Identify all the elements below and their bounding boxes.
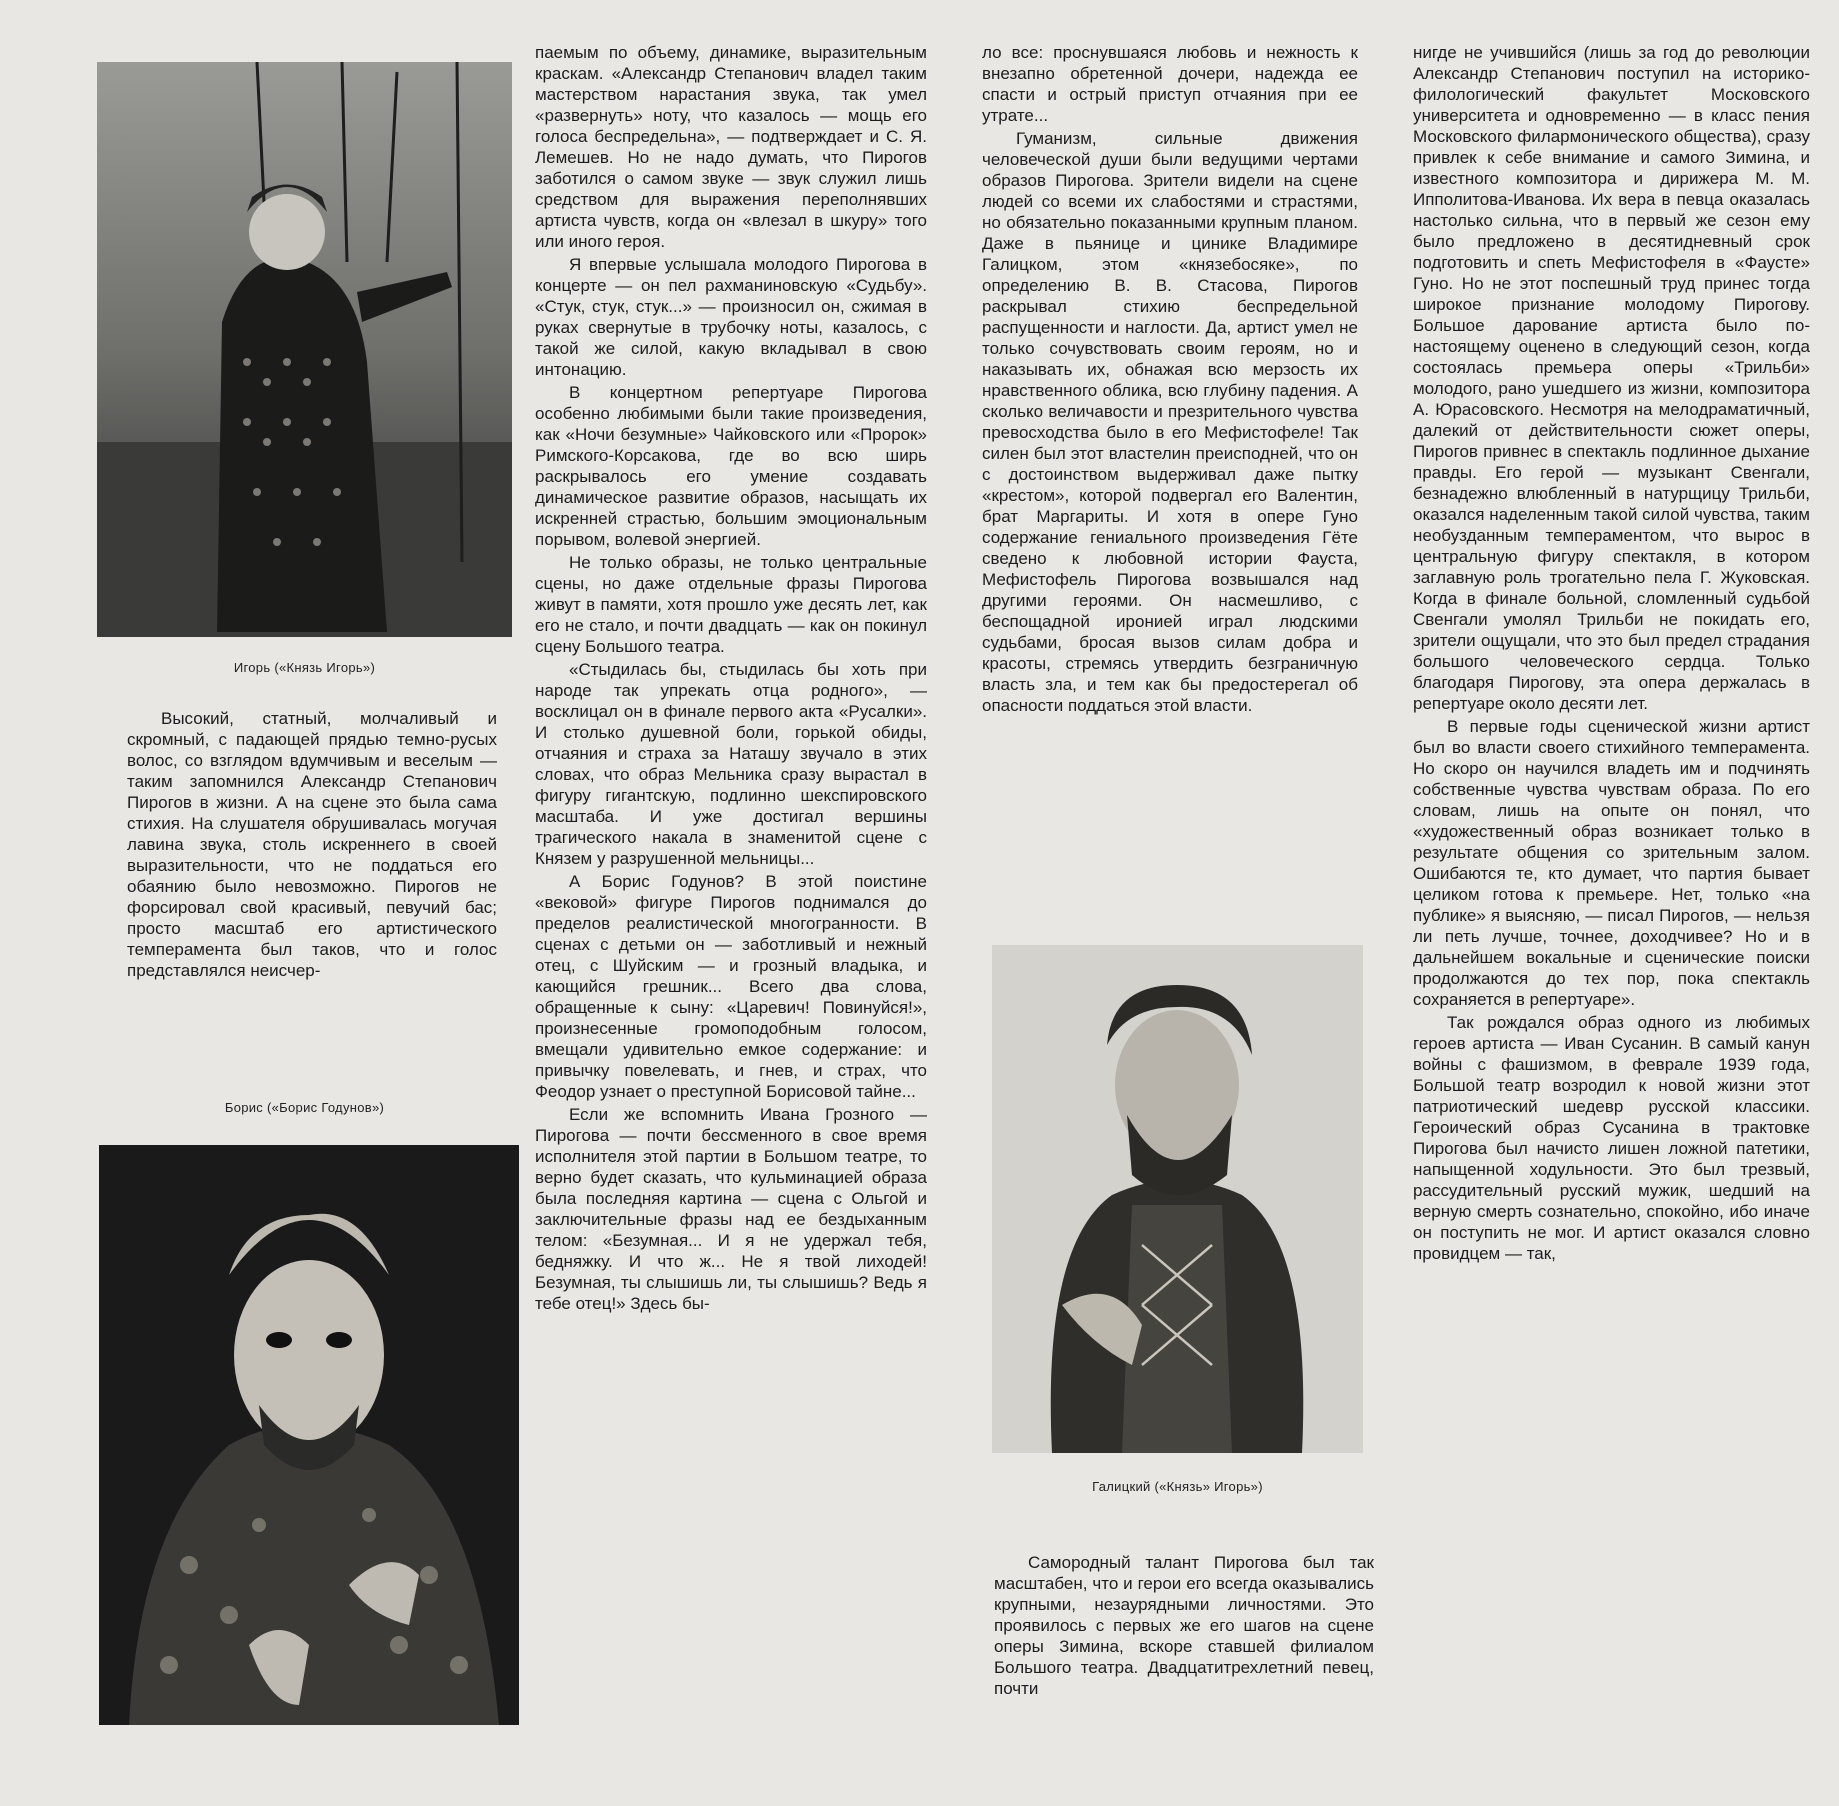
galitsky-photo-graphic (992, 945, 1363, 1453)
photo-igor (97, 62, 512, 637)
col3-paragraph: ло все: проснувшаяся любовь и нежность к внезапно обретенной дочери, надежда ее спасти и острый приступ отчаяния при ее утрате... (982, 43, 1358, 125)
column-3-bottom (994, 1552, 1374, 1701)
col2-paragraph: Я впервые услышала молодого Пирогова в концерте — он пел рахманиновскую «Судьбу». «Стук, стук, стук...» — произносил он, сжимая в руках свернутые в трубочку ноты, казалось, с такой же силой, какую вкладывал в свою интонацию. (535, 255, 927, 379)
column-1 (127, 708, 497, 983)
col4-paragraph: В первые годы сценической жизни артист был во власти своего стихийного темперамента. Но скоро он научился владеть им и подчинять собственные чувства чувствам образа. По его словам, лишь на опыте он понял, что «художественный образ возникает только в результате общения со зрительным залом. Ошибаются те, кто думает, что партия бывает целиком готова к премьере. Нет, только «на публике» я выясняю, — писал Пирогов, — нельзя ли петь лучше, точнее, доходчивее? Но и в дальнейшем вокальные и сценические поиски продолжаются до тех пор, пока спектакль сохраняется в репертуаре». (1413, 717, 1810, 1009)
col3-paragraph: Гуманизм, сильные движения человеческой души были ведущими чертами образов Пирогова. Зрители видели на сцене людей со всеми их слабостями и страстями, но обязательно показанными крупным планом. Даже в пьянице и цинике Владимире Галицком, этом «князебосяке», по определению В. В. Стасова, Пирогов раскрывал стихию беспредельной распущенности и наглости. Да, артист умел не только сочувствовать своим героям, но и наказывать их, обнажая всю мерзость их нравственного облика, всю глубину падения. А сколько величавости и презрительного чувства превосходства было в его Мефистофеле! Так силен был этот властелин преисподней, что он с достоинством выдерживал даже пытку «крестом», которой подвергал его Валентин, брат Маргариты. И хотя в опере Гуно содержание гениального произведения Гёте сведено к любовной истории Фауста, Мефистофель Пирогова возвышался над другими героями. Он насмешливо, с беспощадной иронией играл людскими судьбами, бросая вызов силам добра и красоты, стремясь утвердить безграничную власть зла, и тем как бы предостерегал об опасности поддаться этой власти. (982, 129, 1358, 715)
photo-galitsky (992, 945, 1363, 1453)
col2-paragraph: «Стыдилась бы, стыдилась бы хоть при народе так упрекать отца родного», — восклицал он в финале первого акта «Русалки». И столько душевной боли, горькой обиды, отчаяния и страха за Наташу звучало в этих словах, что образ Мельника сразу вырастал в фигуру гигантскую, подлинно шекспировского масштаба. И уже достигал вершины трагического накала в знаменитой сцене с Князем у разрушенной мельницы... (535, 660, 927, 868)
col4-paragraph: нигде не учившийся (лишь за год до революции Александр Степанович поступил на историко-филологический факультет Московского университета и одновременно — в класс пения Московского филармонического общества), сразу привлек к себе внимание и самого Зимина, и известного композитора и дирижера М. М. Ипполитова-Иванова. Их вера в певца оказалась настолько сильна, что в первый же сезон ему было предложено в десятидневный срок подготовить и спеть Мефистофеля в «Фаусте» Гуно. Но не этот поспешный труд принес тогда широкое признание молодому Пирогову. Большое дарование артиста было по-настоящему оценено в следующий сезон, когда состоялась премьера оперы «Трильби» молодого, рано ушедшего из жизни, композитора А. Юрасовского. Несмотря на мелодраматичный, далекий от действительности сюжет оперы, Пирогов привнес в спектакль подлинное дыхание правды. Его герой — музыкант Свенгали, безнадежно влюбленный в натурщицу Трильби, оказался наделенным такой силой чувства, таким необузданным темпераментом, что вырос в центральную фигуру спектакля, в котором заглавную роль трогательно пела Г. Жуковская. Когда в финале больной, сломленный судьбой Свенгали умолял Трильби не покидать его, зрители ощущали, что это был предел страдания большого человеческого сердца. Только благодаря Пирогову, эта опера держалась в репертуаре около десяти лет. (1413, 43, 1810, 713)
col4-paragraph: Так рождался образ одного из любимых героев артиста — Иван Сусанин. В самый канун войны с фашизмом, в феврале 1939 года, Большой театр возродил к новой жизни этот патриотический шедевр русской классики. Героический образ Сусанина в трактовке Пирогова был начисто лишен ложной патетики, напыщенной ходульности. Это был трезвый, рассудительный русский мужик, шедший на верную смерть сознательно, спокойно, ибо иначе он поступить не мог. И артист оказался словно провидцем — так, (1413, 1013, 1810, 1263)
caption-boris: Борис («Борис Годунов») (224, 1100, 385, 1115)
column-4 (1413, 42, 1810, 1266)
photo-boris (99, 1145, 519, 1725)
col1-paragraph: Высокий, статный, молчаливый и скромный, с падающей прядью темно-русых волос, со взглядом вдумчивым и веселым — таким запомнился Александр Степанович Пирогов в жизни. А на сцене это была сама стихия. На слушателя обрушивалась могучая лавина звука, столь искреннего в своей выразительности, что не поддаться его обаянию было невозможно. Пирогов не форсировал свой красивый, певучий бас; просто масштаб его артистического темперамента был таков, что и голос представлялся неисчер- (127, 709, 497, 980)
col3-paragraph: Самородный талант Пирогова был так масштабен, что и герои его всегда оказывались крупными, незаурядными личностями. Это проявилось с первых же его шагов на сцене оперы Зимина, вскоре ставшей филиалом Большого театра. Двадцатитрехлетний певец, почти (994, 1553, 1374, 1698)
caption-galitsky: Галицкий («Князь» Игорь») (1092, 1479, 1263, 1494)
boris-photo-graphic (99, 1145, 519, 1725)
col2-paragraph: паемым по объему, динамике, выразительным краскам. «Александр Степанович владел таким мастерством нарастания звука, так умел «развернуть» ноту, что казалось — мощь его голоса беспредельна», — подтверждает и С. Я. Лемешев. Но не надо думать, что Пирогов заботился о самом звуке — звук служил лишь средством для выражения переполнявших артиста чувств, когда он «влезал в шкуру» того или иного героя. (535, 43, 927, 251)
col2-paragraph: В концертном репертуаре Пирогова особенно любимыми были такие произведения, как «Ночи безумные» Чайковского или «Пророк» Римского-Корсакова, где во всю ширь раскрывалось его умение создавать динамическое развитие образов, насыщать их искренней страстью, большим эмоциональным порывом, волевой энергией. (535, 383, 927, 549)
column-2 (535, 42, 927, 1316)
igor-photo-graphic (97, 62, 512, 637)
col2-paragraph: Не только образы, не только центральные сцены, но даже отдельные фразы Пирогова живут в памяти, хотя прошло уже десять лет, как его не стало, и почти двадцать — как он покинул сцену Большого театра. (535, 553, 927, 656)
caption-igor: Игорь («Князь Игорь») (233, 660, 376, 675)
col2-paragraph: А Борис Годунов? В этой поистине «вековой» фигуре Пирогов поднимался до пределов реалистической многогранности. В сценах с детьми он — заботливый и нежный отец, с Шуйским — и грозный владыка, и кающийся грешник... Всего два слова, обращенные к сыну: «Царевич! Повинуйся!», произнесенные громоподобным голосом, вмещали удивительно емкое содержание: и привычку повелевать, и гнев, и страх, что Феодор узнает о преступной Борисовой тайне... (535, 872, 927, 1101)
col2-paragraph: Если же вспомнить Ивана Грозного — Пирогова — почти бессменного в свое время исполнителя этой партии в Большом театре, то верно будет сказать, что кульминацией образа была последняя картина — сцена с Ольгой и заключительные фразы над ее бездыханным телом: «Безумная... И я не удержал тебя, бедняжку. И что ж... Не я твой лиходей! Безумная, ты слышишь ли, ты слышишь? Ведь я тебе отец!» Здесь бы- (535, 1105, 927, 1313)
column-3-top (982, 42, 1358, 718)
